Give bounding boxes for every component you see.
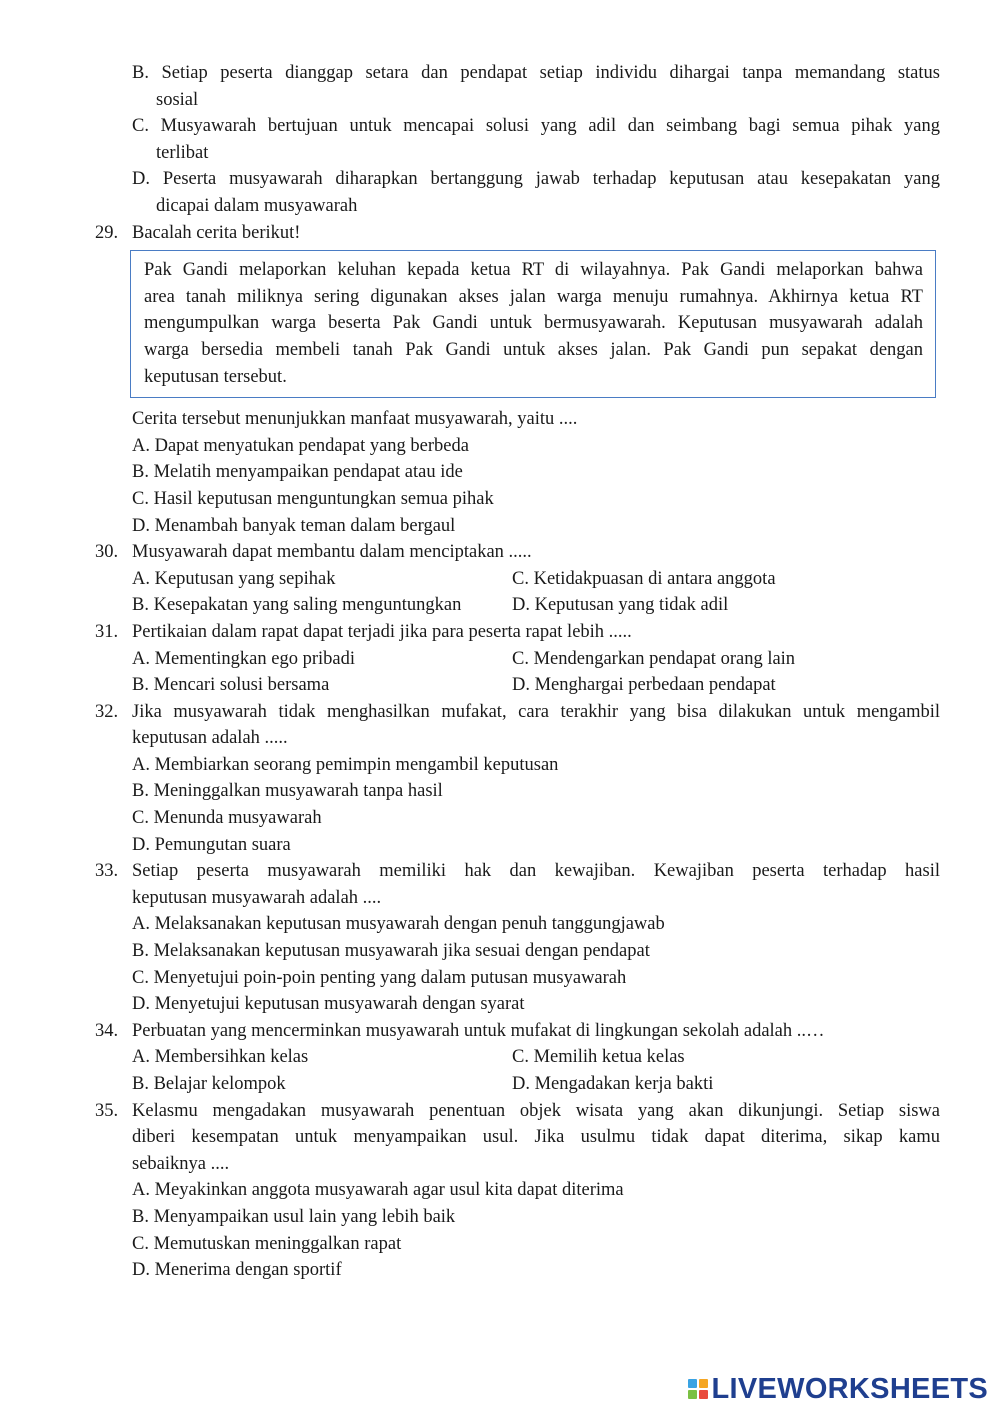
logo-grid-icon: [688, 1379, 708, 1399]
question-text: Pertikaian dalam rapat dapat terjadi jika para peserta rapat lebih .....: [132, 621, 632, 642]
question-text-cont: sebaiknya ....: [132, 1153, 230, 1174]
question-text-cont: keputusan adalah .....: [132, 728, 288, 749]
option-d[interactable]: D. Keputusan yang tidak adil: [512, 595, 729, 616]
question-prompt: Bacalah cerita berikut!: [132, 222, 301, 243]
option-b[interactable]: B. Menyampaikan usul lain yang lebih baik: [132, 1206, 456, 1227]
option-b[interactable]: B. Melatih menyampaikan pendapat atau ide: [132, 462, 463, 483]
question-34: [0, 1018, 1000, 1045]
story-line: warga bersedia membeli tanah Pak Gandi untuk akses jalan. Pak Gandi pun sepakat dengan: [144, 339, 923, 360]
option-c[interactable]: C. Mendengarkan pendapat orang lain: [512, 648, 796, 669]
option-b[interactable]: B. Melaksanakan keputusan musyawarah jika sesuai dengan pendapat: [132, 941, 650, 962]
story-line: area tanah miliknya sering digunakan akses jalan warga menuju rumahnya. Akhirnya ketua RT: [144, 286, 923, 307]
option-c[interactable]: C. Menunda musyawarah: [132, 808, 322, 829]
option-c[interactable]: C. Hasil keputusan menguntungkan semua pihak: [132, 488, 494, 509]
option-text-cont: dicapai dalam musyawarah: [156, 195, 358, 216]
option-b[interactable]: B. Kesepakatan yang saling menguntungkan: [132, 595, 462, 616]
option-a[interactable]: A. Membiarkan seorang pemimpin mengambil keputusan: [132, 754, 559, 775]
story-line: mengumpulkan warga beserta Pak Gandi untuk bermusyawarah. Keputusan musyawarah adalah: [144, 313, 923, 334]
option-c[interactable]: C. Menyetujui poin-poin penting yang dalam putusan musyawarah: [132, 967, 627, 988]
option-d[interactable]: D. Menambah banyak teman dalam bergaul: [132, 515, 456, 536]
logo-text: LIVEWORKSHEETS: [711, 1372, 988, 1405]
carry-option-d: [0, 166, 1000, 193]
option-text: B. Setiap peserta dianggap setara dan pendapat setiap individu dihargai tanpa memandang status: [132, 63, 940, 83]
option-d[interactable]: D. Pemungutan suara: [132, 834, 291, 855]
question-number: 31.: [95, 621, 119, 642]
question-32: [0, 699, 1000, 726]
option-text: C. Musyawarah bertujuan untuk mencapai solusi yang adil dan seimbang bagi semua pihak yang: [132, 116, 940, 137]
question-text: Musyawarah dapat membantu dalam menciptakan .....: [132, 542, 532, 563]
question-number: 30.: [95, 542, 119, 563]
question-text-cont: diberi kesempatan untuk menyampaikan usul. Jika usulmu tidak dapat diterima, sikap kamu: [132, 1127, 940, 1148]
worksheet-page: [0, 60, 1000, 1284]
question-number: 33.: [95, 861, 119, 882]
liveworksheets-logo[interactable]: [688, 1374, 989, 1404]
option-c[interactable]: C. Memutuskan meninggalkan rapat: [132, 1233, 402, 1254]
option-a[interactable]: A. Melaksanakan keputusan musyawarah dengan penuh tanggungjawab: [132, 914, 665, 935]
carry-option-b: [0, 60, 1000, 87]
story-box: [130, 250, 936, 398]
question-text: Jika musyawarah tidak menghasilkan mufakat, cara terakhir yang bisa dilakukan untuk mengambil: [132, 701, 940, 722]
option-d[interactable]: D. Mengadakan kerja bakti: [512, 1074, 714, 1094]
option-a[interactable]: A. Mementingkan ego pribadi: [132, 648, 355, 669]
question-30: [0, 539, 1000, 566]
option-b[interactable]: B. Meninggalkan musyawarah tanpa hasil: [132, 781, 443, 802]
option-text-cont: sosial: [156, 89, 199, 110]
question-number: 34.: [95, 1020, 119, 1041]
option-a[interactable]: A. Membersihkan kelas: [132, 1047, 309, 1068]
option-c[interactable]: C. Memilih ketua kelas: [512, 1047, 685, 1068]
question-text: Perbuatan yang mencerminkan musyawarah untuk mufakat di lingkungan sekolah adalah ..…: [132, 1020, 825, 1041]
option-a[interactable]: A. Meyakinkan anggota musyawarah agar usul kita dapat diterima: [132, 1180, 624, 1201]
question-number: 29.: [95, 222, 119, 243]
option-text-cont: terlibat: [156, 142, 209, 163]
question-35: [0, 1098, 1000, 1125]
option-text: D. Peserta musyawarah diharapkan bertanggung jawab terhadap keputusan atau kesepakatan yang: [132, 169, 940, 190]
carry-option-c: [0, 113, 1000, 140]
question-31: [0, 619, 1000, 646]
story-line: keputusan tersebut.: [144, 366, 287, 387]
question-text: Setiap peserta musyawarah memiliki hak dan kewajiban. Kewajiban peserta terhadap hasil: [132, 861, 940, 882]
question-33: [0, 858, 1000, 885]
option-d[interactable]: D. Menerima dengan sportif: [132, 1260, 342, 1281]
option-b[interactable]: B. Belajar kelompok: [132, 1074, 286, 1094]
question-number: 32.: [95, 701, 119, 722]
option-b[interactable]: B. Mencari solusi bersama: [132, 675, 330, 696]
option-a[interactable]: A. Dapat menyatukan pendapat yang berbeda: [132, 435, 469, 456]
question-29: [0, 220, 1000, 247]
option-c[interactable]: C. Ketidakpuasan di antara anggota: [512, 568, 776, 589]
question-text: Cerita tersebut menunjukkan manfaat musyawarah, yaitu ....: [132, 409, 578, 430]
option-d[interactable]: D. Menyetujui keputusan musyawarah dengan syarat: [132, 994, 525, 1015]
question-text: Kelasmu mengadakan musyawarah penentuan objek wisata yang akan dikunjungi. Setiap siswa: [132, 1100, 940, 1121]
story-line: Pak Gandi melaporkan keluhan kepada ketua RT di wilayahnya. Pak Gandi melaporkan bahwa: [144, 260, 923, 281]
option-a[interactable]: A. Keputusan yang sepihak: [132, 568, 336, 589]
option-d[interactable]: D. Menghargai perbedaan pendapat: [512, 675, 776, 696]
question-number: 35.: [95, 1100, 119, 1121]
question-text-cont: keputusan musyawarah adalah ....: [132, 887, 382, 908]
